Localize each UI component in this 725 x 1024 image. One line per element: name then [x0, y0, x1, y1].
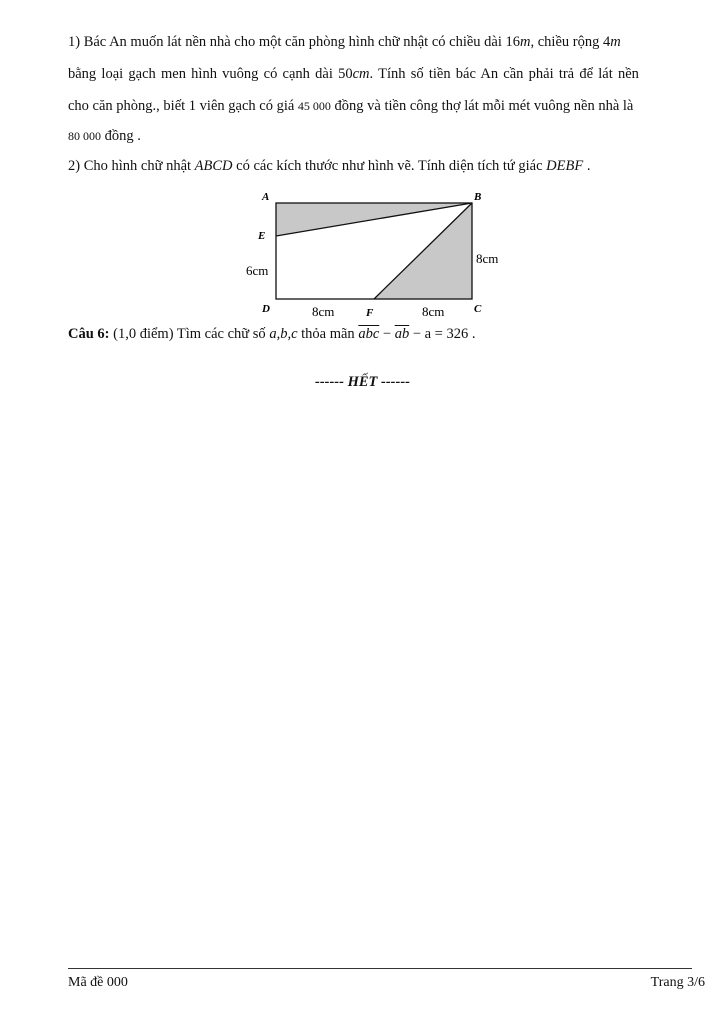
overline-ab: $\overline{ab}$ — [394, 326, 410, 342]
price: 80 000 — [68, 129, 101, 143]
problem-1-line-3 — [68, 98, 633, 115]
question-6 — [68, 326, 475, 343]
text: . — [468, 326, 476, 342]
unit: m — [520, 34, 531, 50]
label-d: D — [262, 303, 270, 315]
label-b: B — [474, 191, 482, 203]
text: , chiều rộng — [530, 34, 603, 50]
text: đồng và tiền công thợ lát mỗi mét vuông nền nhà là — [330, 98, 634, 114]
text: có các kích thước như hình vẽ. Tính diện tích tứ giác — [232, 158, 547, 174]
text: . Tính số tiền bác An cần phải trả để lát nền — [369, 66, 639, 82]
dim-bc: 8cm — [476, 251, 499, 266]
geometry-figure — [240, 186, 520, 327]
dim-de: 6cm — [246, 263, 269, 278]
rectangle-diagram — [240, 186, 520, 322]
label-c: C — [474, 303, 482, 315]
number: 16 — [505, 34, 521, 50]
quadrilateral-name: DEBF — [546, 158, 584, 174]
rectangle-name: ABCD — [194, 158, 233, 174]
text: 1) Bác An muốn lát nền nhà cho một căn phòng hình chữ nhật có chiều dài — [68, 34, 506, 50]
page-number: Trang 3/6 — [650, 975, 705, 990]
dim-fc: 8cm — [422, 304, 445, 319]
problem-2 — [68, 158, 590, 175]
equation-rest: − a = 326 — [409, 326, 469, 342]
text: . — [583, 158, 591, 174]
text: cho căn phòng., biết 1 viên gạch có giá — [68, 98, 298, 114]
label-e: E — [258, 230, 266, 242]
text: − — [379, 326, 395, 342]
end-marker: ------ HẾT ------ — [314, 374, 410, 390]
number: 50 — [338, 66, 353, 82]
unit: m — [610, 34, 621, 50]
text: bằng loại gạch men hình vuông có cạnh dài — [68, 66, 339, 82]
problem-1-line-1 — [68, 34, 692, 51]
label-a: A — [262, 191, 270, 203]
variables: a,b,c — [269, 326, 298, 342]
text: 2) Cho hình chữ nhật — [68, 158, 195, 174]
exam-code: Mã đề 000 — [68, 975, 128, 990]
overline-abc: $\overline{abc}$ — [358, 326, 380, 342]
text: thỏa mãn — [297, 326, 359, 342]
question-label: Câu 6: — [68, 326, 110, 342]
footer-divider — [68, 968, 692, 969]
problem-1-line-2 — [68, 66, 692, 83]
unit: cm — [352, 66, 370, 82]
number: 4 — [602, 34, 611, 50]
text: (1,0 điểm) Tìm các chữ số — [109, 326, 270, 342]
problem-1-line-4 — [68, 128, 141, 145]
text: đồng . — [101, 128, 141, 144]
dim-df: 8cm — [312, 304, 335, 319]
label-f: F — [366, 307, 374, 319]
text-segment — [68, 34, 621, 51]
price: 45 000 — [297, 99, 331, 113]
